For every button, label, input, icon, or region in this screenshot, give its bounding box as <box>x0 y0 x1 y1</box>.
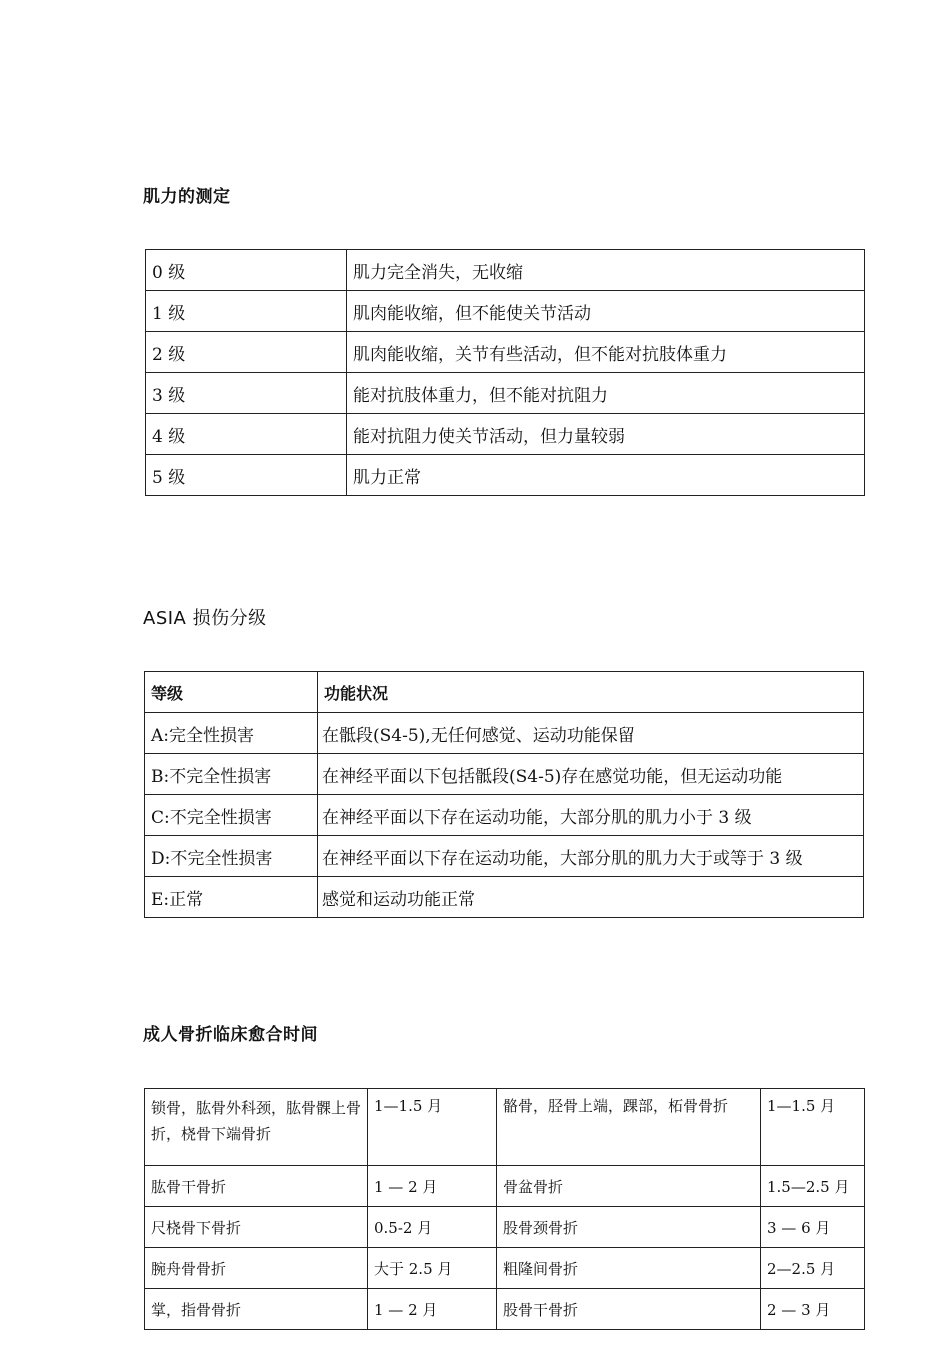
muscle-grade-table <box>145 249 865 496</box>
table-row <box>145 1166 865 1207</box>
description-cell: 肌力正常 <box>347 455 865 496</box>
description-cell: 肌力完全消失，无收缩 <box>347 250 865 291</box>
healing-time-cell: 1 — 2 月 <box>368 1166 497 1207</box>
grade-cell: B:不完全性损害 <box>145 754 318 795</box>
table-row <box>145 1289 865 1330</box>
healing-time-cell: 1 — 2 月 <box>368 1289 497 1330</box>
table-row <box>146 455 865 496</box>
fracture-name-cell: 粗隆间骨折 <box>497 1248 761 1289</box>
fracture-name-cell: 股骨颈骨折 <box>497 1207 761 1248</box>
muscle-section-title: 肌力的测定 <box>143 187 231 207</box>
function-cell: 感觉和运动功能正常 <box>318 877 864 918</box>
healing-time-cell: 1—1.5 月 <box>761 1089 865 1166</box>
table-row <box>145 836 864 877</box>
grade-cell: 5 级 <box>146 455 347 496</box>
fracture-section-title: 成人骨折临床愈合时间 <box>143 1025 318 1045</box>
fracture-name-cell: 骼骨，胫骨上端，踝部，柘骨骨折 <box>497 1089 761 1166</box>
table-row <box>146 414 865 455</box>
description-cell: 能对抗阻力使关节活动，但力量较弱 <box>347 414 865 455</box>
healing-time-cell: 2—2.5 月 <box>761 1248 865 1289</box>
table-row <box>146 291 865 332</box>
healing-time-cell: 2 — 3 月 <box>761 1289 865 1330</box>
grade-cell: 0 级 <box>146 250 347 291</box>
table-row <box>145 754 864 795</box>
table-row <box>145 713 864 754</box>
table-row <box>146 373 865 414</box>
grade-cell: C:不完全性损害 <box>145 795 318 836</box>
fracture-name-cell: 腕舟骨骨折 <box>145 1248 368 1289</box>
grade-header: 等级 <box>145 672 318 713</box>
function-header: 功能状况 <box>318 672 864 713</box>
healing-time-cell: 1.5—2.5 月 <box>761 1166 865 1207</box>
description-cell: 肌肉能收缩，但不能使关节活动 <box>347 291 865 332</box>
table-row <box>145 795 864 836</box>
asia-section-title: ASIA 损伤分级 <box>143 608 267 629</box>
table-row <box>145 1089 865 1166</box>
function-cell: 在神经平面以下存在运动功能，大部分肌的肌力小于 3 级 <box>318 795 864 836</box>
grade-cell: 2 级 <box>146 332 347 373</box>
table-row <box>145 1207 865 1248</box>
healing-time-cell: 3 — 6 月 <box>761 1207 865 1248</box>
healing-time-cell: 大于 2.5 月 <box>368 1248 497 1289</box>
fracture-name-cell: 锁骨，肱骨外科颈，肱骨髁上骨折，桡骨下端骨折 <box>145 1089 368 1166</box>
fracture-name-cell: 股骨干骨折 <box>497 1289 761 1330</box>
description-cell: 能对抗肢体重力，但不能对抗阻力 <box>347 373 865 414</box>
grade-cell: 4 级 <box>146 414 347 455</box>
fracture-name-cell: 骨盆骨折 <box>497 1166 761 1207</box>
healing-time-cell: 0.5-2 月 <box>368 1207 497 1248</box>
grade-cell: E:正常 <box>145 877 318 918</box>
table-row <box>146 332 865 373</box>
fracture-name-cell: 肱骨干骨折 <box>145 1166 368 1207</box>
table-header-row <box>145 672 864 713</box>
grade-cell: 3 级 <box>146 373 347 414</box>
function-cell: 在骶段(S4-5),无任何感觉、运动功能保留 <box>318 713 864 754</box>
fracture-healing-table <box>144 1088 865 1330</box>
asia-grade-table <box>144 671 864 918</box>
function-cell: 在神经平面以下存在运动功能，大部分肌的肌力大于或等于 3 级 <box>318 836 864 877</box>
table-row <box>145 877 864 918</box>
healing-time-cell: 1—1.5 月 <box>368 1089 497 1166</box>
table-row <box>145 1248 865 1289</box>
table-row <box>146 250 865 291</box>
grade-cell: A:完全性损害 <box>145 713 318 754</box>
function-cell: 在神经平面以下包括骶段(S4-5)存在感觉功能，但无运动功能 <box>318 754 864 795</box>
fracture-name-cell: 尺桡骨下骨折 <box>145 1207 368 1248</box>
grade-cell: 1 级 <box>146 291 347 332</box>
description-cell: 肌肉能收缩，关节有些活动，但不能对抗肢体重力 <box>347 332 865 373</box>
fracture-name-cell: 掌，指骨骨折 <box>145 1289 368 1330</box>
grade-cell: D:不完全性损害 <box>145 836 318 877</box>
